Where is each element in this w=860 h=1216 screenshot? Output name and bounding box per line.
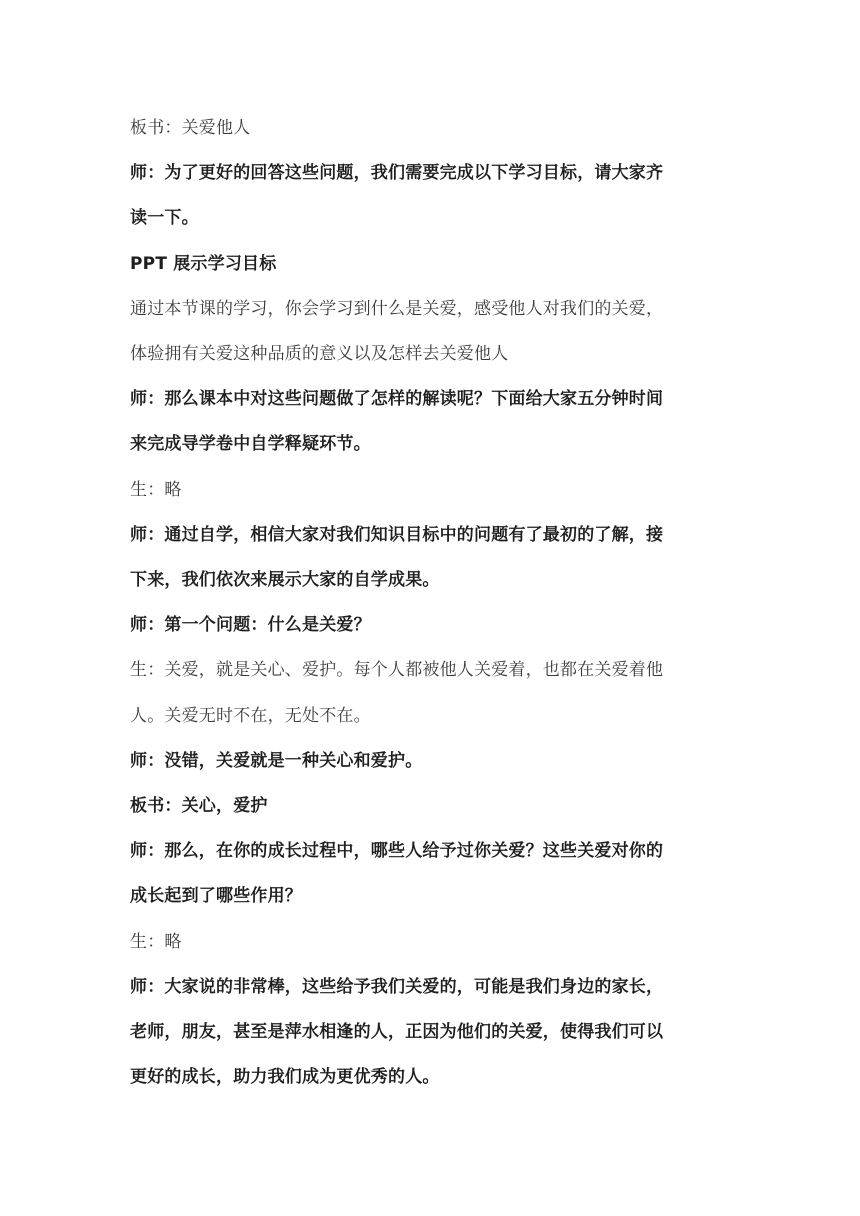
learning-goal-line: 通过本节课的学习，你会学习到什么是关爱，感受他人对我们的关爱， <box>130 298 664 319</box>
teacher-line: 读一下。 <box>130 208 199 229</box>
teacher-line: 成长起到了哪些作用？ <box>130 886 302 907</box>
teacher-line: 来完成导学卷中自学释疑环节。 <box>130 434 371 455</box>
student-line: 生：关爱，就是关心、爱护。每个人都被他人关爱着，也都在关爱着他 <box>130 660 664 681</box>
teacher-line: 更好的成长，助力我们成为更优秀的人。 <box>130 1067 440 1088</box>
teacher-line: 师：那么，在你的成长过程中，哪些人给予过你关爱？这些关爱对你的 <box>130 841 664 862</box>
teacher-line: 师：没错，关爱就是一种关心和爱护。 <box>130 750 423 771</box>
ppt-heading: PPT 展示学习目标 <box>130 253 277 274</box>
board-note-line: 板书：关心，爱护 <box>130 796 268 817</box>
student-line: 生：略 <box>130 931 182 952</box>
teacher-line: 师：那么课本中对这些问题做了怎样的解读呢？下面给大家五分钟时间 <box>130 389 664 410</box>
teacher-line: 下来，我们依次来展示大家的自学成果。 <box>130 570 440 591</box>
teacher-line: 师：为了更好的回答这些问题，我们需要完成以下学习目标，请大家齐 <box>130 163 664 184</box>
student-line: 生：略 <box>130 479 182 500</box>
board-note-line: 板书：关爱他人 <box>130 118 251 138</box>
teacher-line: 老师，朋友，甚至是萍水相逢的人，正因为他们的关爱，使得我们可以 <box>130 1022 664 1043</box>
teacher-line: 师：第一个问题：什么是关爱？ <box>130 615 371 636</box>
student-line: 人。关爱无时不在，无处不在。 <box>130 705 371 726</box>
teacher-line: 师：通过自学，相信大家对我们知识目标中的问题有了最初的了解，接 <box>130 524 664 545</box>
teacher-line: 师：大家说的非常棒，这些给予我们关爱的，可能是我们身边的家长， <box>130 976 664 997</box>
document-page <box>130 106 732 1100</box>
learning-goal-line: 体验拥有关爱这种品质的意义以及怎样去关爱他人 <box>130 344 509 365</box>
